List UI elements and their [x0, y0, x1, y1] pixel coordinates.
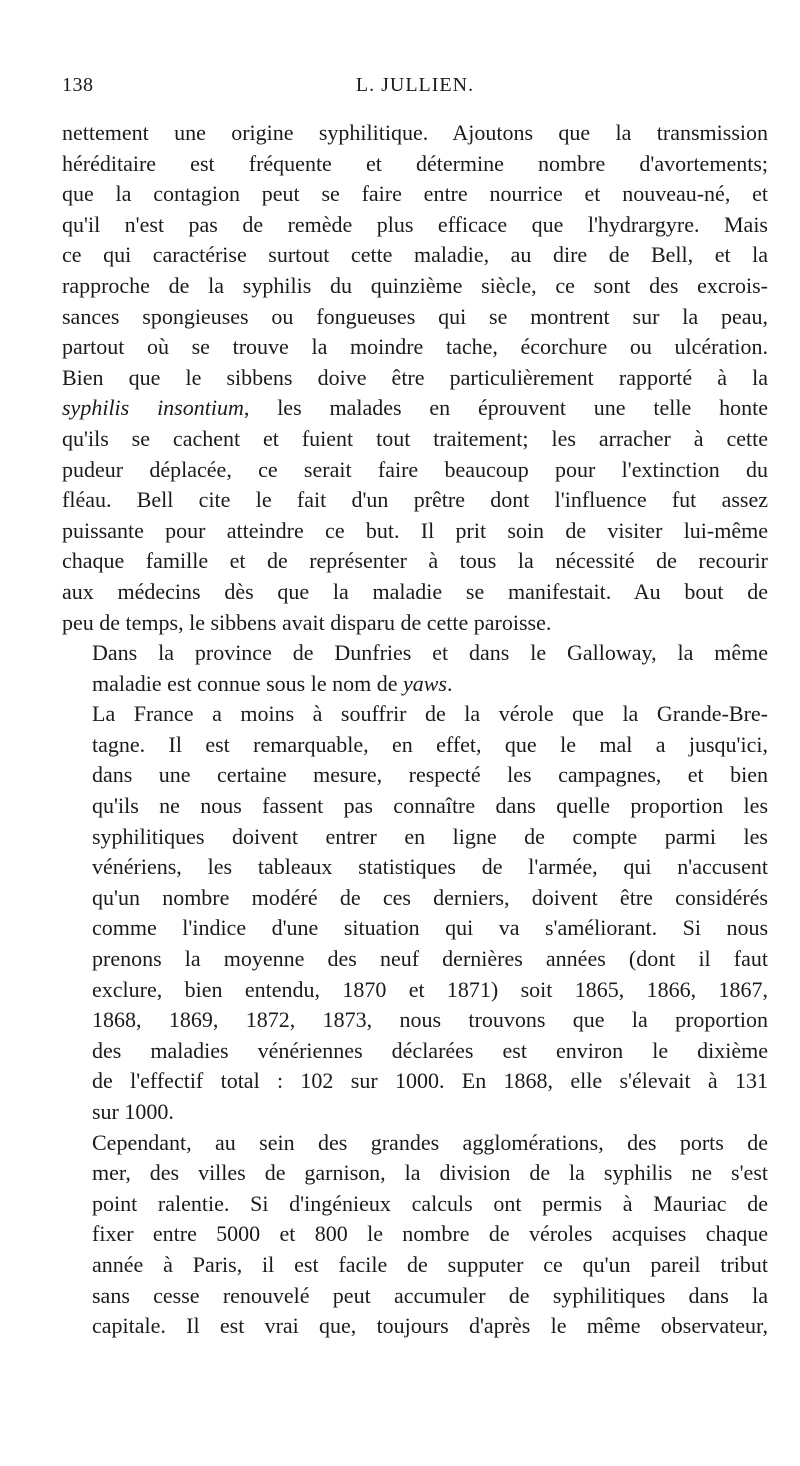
text-line: [62, 608, 768, 639]
text-segment: partout où se trouve la moindre tache, écorchure ou ulcération.: [62, 334, 768, 360]
text-segment: qu'ils se cachent et fuient tout traitement; les arracher à cette: [62, 425, 768, 451]
text-segment: nettement une origine syphilitique. Ajoutons que la transmission: [62, 120, 768, 145]
italic-term: yaws: [402, 670, 447, 696]
text-segment: prenons la moyenne des neuf dernières années (dont il faut: [92, 946, 768, 972]
text-segment: Cependant, au sein des grandes agglomérations, des ports de: [92, 1129, 768, 1155]
text-segment: sans cesse renouvelé peut accumuler de syphilitiques dans la: [92, 1282, 768, 1308]
text-line: [62, 271, 768, 302]
italic-term: syphilis insontium: [62, 395, 244, 421]
paragraph: [62, 1128, 768, 1342]
text-line: [62, 240, 768, 271]
text-line: [62, 363, 768, 394]
text-segment: ce qui caractérise surtout cette maladie, au dire de Bell, et la: [62, 242, 768, 268]
text-line: [62, 669, 768, 700]
text-segment: tagne. Il est remarquable, en effet, que le mal a jusqu'ici,: [92, 731, 768, 757]
text-segment: dans une certaine mesure, respecté les campagnes, et bien: [92, 762, 768, 788]
text-segment: peu de temps, le sibbens avait disparu de cette paroisse.: [62, 609, 552, 635]
text-segment: maladie est connue sous le nom de: [92, 670, 403, 696]
text-segment: point ralentie. Si d'ingénieux calculs ont permis à Mauriac de: [92, 1190, 768, 1216]
text-line: [62, 332, 768, 363]
text-segment: héréditaire est fréquente et détermine nombre d'avortements;: [62, 150, 768, 176]
text-segment: mer, des villes de garnison, la division de la syphilis ne s'est: [92, 1160, 768, 1186]
text-segment: année à Paris, il est facile de supputer ce qu'un pareil tribut: [92, 1251, 768, 1277]
text-segment: exclure, bien entendu, 1870 et 1871) soit 1865, 1866, 1867,: [92, 976, 768, 1002]
text-segment: vénériens, les tableaux statistiques de l'armée, qui n'accusent: [92, 854, 768, 880]
text-segment: qu'ils ne nous fassent pas connaître dans quelle proportion les: [92, 793, 768, 819]
text-segment: qu'il n'est pas de remède plus efficace que l'hydrargyre. Mais: [62, 211, 768, 237]
text-line: [62, 822, 768, 853]
text-line: [62, 1281, 768, 1312]
text-segment: fléau. Bell cite le fait d'un prêtre dont l'influence fut assez: [62, 487, 768, 513]
text-line: [62, 1189, 768, 1220]
text-line: [62, 730, 768, 761]
text-segment: qu'un nombre modéré de ces derniers, doivent être considérés: [92, 884, 768, 910]
text-line: [62, 1036, 768, 1067]
text-line: [62, 638, 768, 669]
text-line: [62, 852, 768, 883]
text-segment: rapproche de la syphilis du quinzième siècle, ce sont des excrois-: [62, 272, 768, 298]
text-line: [62, 944, 768, 975]
text-segment: des maladies vénériennes déclarées est environ le dixième: [92, 1037, 768, 1063]
text-line: [62, 149, 768, 180]
text-segment: pudeur déplacée, ce serait faire beaucoup pour l'extinction du: [62, 456, 768, 482]
text-segment: .: [446, 670, 453, 696]
text-line: [62, 760, 768, 791]
text-segment: Bien que le sibbens doive être particulièrement rapporté à la: [62, 364, 768, 390]
text-line: [62, 118, 768, 149]
text-line: [62, 210, 768, 241]
text-segment: , les malades en éprouvent une telle honte: [243, 395, 768, 421]
text-line: [62, 455, 768, 486]
text-line: [62, 1311, 768, 1342]
text-line: [62, 1128, 768, 1159]
text-line: [62, 1250, 768, 1281]
text-line: [62, 699, 768, 730]
text-line: [62, 302, 768, 333]
text-segment: sances spongieuses ou fongueuses qui se montrent sur la peau,: [62, 303, 768, 329]
text-line: [62, 577, 768, 608]
text-line: [62, 975, 768, 1006]
text-segment: aux médecins dès que la maladie se manifestait. Au bout de: [62, 578, 768, 604]
text-line: [62, 1097, 768, 1128]
text-segment: fixer entre 5000 et 800 le nombre de véroles acquises chaque: [92, 1221, 768, 1247]
text-segment: que la contagion peut se faire entre nourrice et nouveau-né, et: [62, 181, 768, 207]
book-page: [62, 74, 768, 1342]
text-line: [62, 1158, 768, 1189]
text-segment: sur 1000.: [92, 1099, 174, 1124]
text-segment: chaque famille et de représenter à tous la nécessité de recourir: [62, 548, 768, 574]
running-title: L. JULLIEN.: [355, 74, 475, 96]
text-segment: de l'effectif total : 102 sur 1000. En 1868, elle s'élevait à 131: [92, 1068, 768, 1094]
text-line: [62, 883, 768, 914]
text-segment: puissante pour atteindre ce but. Il prit soin de visiter lui-même: [62, 517, 768, 543]
text-segment: La France a moins à souffrir de la vérole que la Grande-Bre-: [92, 701, 768, 727]
paragraph: [62, 699, 768, 1127]
page-number: 138: [62, 74, 94, 96]
text-line: [62, 913, 768, 944]
text-segment: syphilitiques doivent entrer en ligne de compte parmi les: [92, 823, 768, 849]
text-line: [62, 1066, 768, 1097]
paragraph: [62, 638, 768, 699]
text-line: [62, 1005, 768, 1036]
text-segment: capitale. Il est vrai que, toujours d'après le même observateur,: [92, 1313, 768, 1339]
text-segment: comme l'indice d'une situation qui va s'améliorant. Si nous: [92, 915, 768, 941]
text-line: [62, 1219, 768, 1250]
paragraph: [62, 118, 768, 638]
text-line: [62, 424, 768, 455]
running-head: [62, 74, 768, 104]
text-line: [62, 546, 768, 577]
text-segment: 1868, 1869, 1872, 1873, nous trouvons que la proportion: [92, 1007, 768, 1033]
body-text: [62, 118, 768, 1342]
text-line: [62, 516, 768, 547]
text-segment: Dans la province de Dunfries et dans le Galloway, la même: [92, 640, 768, 666]
text-line: [62, 791, 768, 822]
text-line: [62, 179, 768, 210]
text-line: [62, 485, 768, 516]
text-line: [62, 393, 768, 424]
